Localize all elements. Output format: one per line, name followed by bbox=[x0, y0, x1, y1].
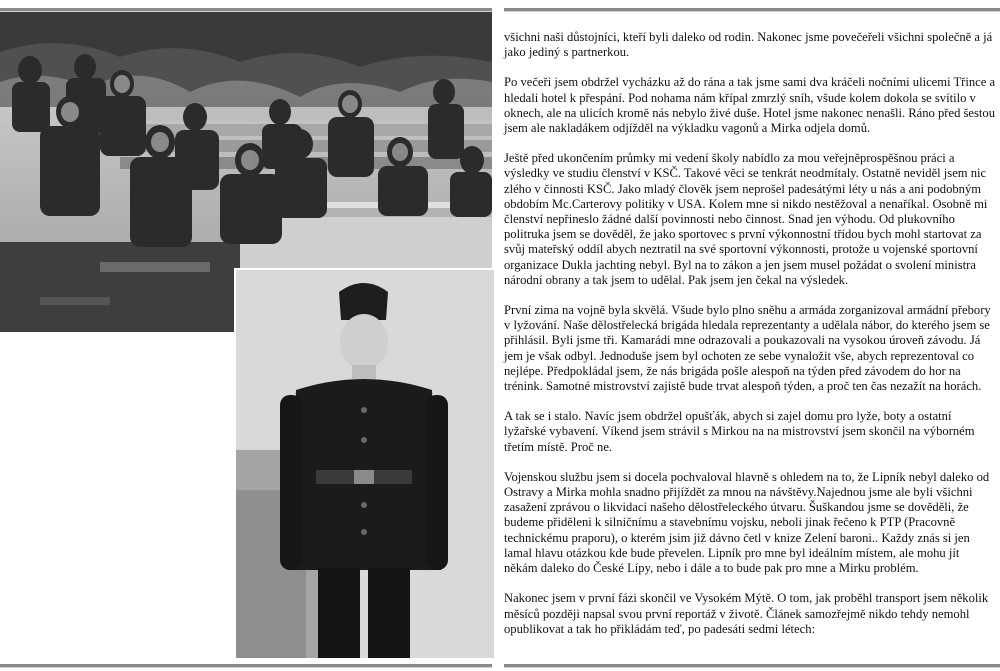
article-paragraph: Po večeři jsem obdržel vycházku až do rána a tak jsme sami dva kráčeli nočními ulicemi Třince a hledali hotel k přespání. Pod nohama nám křípal zmrzlý sníh, všude kolem dokola se svítilo v oknech, ale na ulicích kromě nás nebylo živé duše. Hotel jsme nakonec nenašli. Ráno před šestou jsem ale nakladákem odjížděl na výkladku vagonů a Mirka odjela domů. bbox=[504, 75, 996, 136]
article-paragraph: První zima na vojně byla skvělá. Všude bylo plno sněhu a armáda zorganizoval armádní přebory v lyžování. Naše dělostřelecká brigáda hledala reprezentanty a udělala nábor, do kterého jsem se přihlásil. Byli jsme tři. Kamarádi mne odrazovali a poukazovali na vysokou úroveň závodu. Já jem je však odbyl. Jednoduše jsem byl ochoten ze sebe vynaložit vše, abych reprezentoval co nejlépe. Předpokládal jsem, že nás brigáda pošle alespoň na týden před závodem do hor na trénink. Samotné mistrovství zajistě bude trvat alespoň týden, a proč ten čas nezažít na horách. bbox=[504, 303, 991, 394]
article-paragraph: Nakonec jsem v první fázi skončil ve Vysokém Mýtě. O tom, jak proběhl transport jsem několik měsíců později napsal svou první reportáž v životě. Článek samozřejmě nikdo tehdy nemohl opublikovat a tak ho přikládám teď, po padesáti sedmi létech: bbox=[504, 591, 989, 636]
article-paragraph: Ještě před ukončením průmky mi vedení školy nabídlo za mou veřejněprospěšnou práci a výsledky ve studiu členství v KSČ. Takové věci se tenkrát neodmítaly. Ostatně neviděl jsem nic zlého v činnosti KSČ. Jako mladý člověk jsem neprošel padesátými léty u nás a ani podobným obdobím Mc.Carterovy politiky v USA. Kolem mne si nikdo nestěžoval a nenaříkal. Osobně mi členství nepřineslo žádné další povinnosti nebo činnost. Snad jen výhodu. Od plukovního politruka jsem se dověděl, že jako sportovec s první výkonnostní třídou bych mohl startovat za svůj mateřský oddíl abych neztratil na své sportovní výkonnosti, protože u vojenské sportovní organizace Dukla jachting nebyl. Byl na to zákon a jen jsem musel požádat o svolení ministra národní obrany a tak jsem to udělal. Pak jsem jen čekal na výsledek. bbox=[504, 151, 988, 287]
article-paragraph: Vojenskou službu jsem si docela pochvaloval hlavně s ohledem na to, že Lipník nebyl daleko od Ostravy a Mirka mohla snadno přijíždět za mnou na návštěvy.Najednou jsme ale byli všichni zasažení zprávou o likvidaci našeho dělostřeleckého útvaru. Šuškandou jsme se dověděli, že budeme přiděleni k silničnímu a stavebnímu vojsku, neboli jinak řečeno k PTP (Pracovně technickému praporu), o kterém jsim již dávno četl v knize Zelení baroni.. Každy znás si jen lamal hlavu otázkou kde bude převelen. Lipník pro mne byl ideálním místem, ale mohu jít někám daleko do České Lípy, nebo i dále a to bude pak pro mne a Mirku problém. bbox=[504, 469, 990, 576]
bottom-rule-left bbox=[0, 664, 492, 668]
bottom-rule-right bbox=[504, 664, 1000, 668]
portrait-photo-soldier bbox=[234, 268, 494, 658]
article-text bbox=[504, 30, 996, 652]
portrait-photo-image bbox=[236, 270, 494, 658]
article-paragraph: A tak se i stalo. Navíc jsem obdržel opušťák, abych si zajel domu pro lyže, boty a ostatní lyžařské vybavení. Víkend jsem strávil s Mirkou na na mistrovství jsem skončil na výborném třetím místě. Proč ne. bbox=[504, 409, 975, 454]
top-rule-right bbox=[504, 8, 1000, 12]
article-paragraph: všichni naši důstojníci, kteří byli daleko od rodin. Nakonec jsme povečeřeli všichni společně a já jako jediný s partnerkou. bbox=[504, 30, 993, 60]
